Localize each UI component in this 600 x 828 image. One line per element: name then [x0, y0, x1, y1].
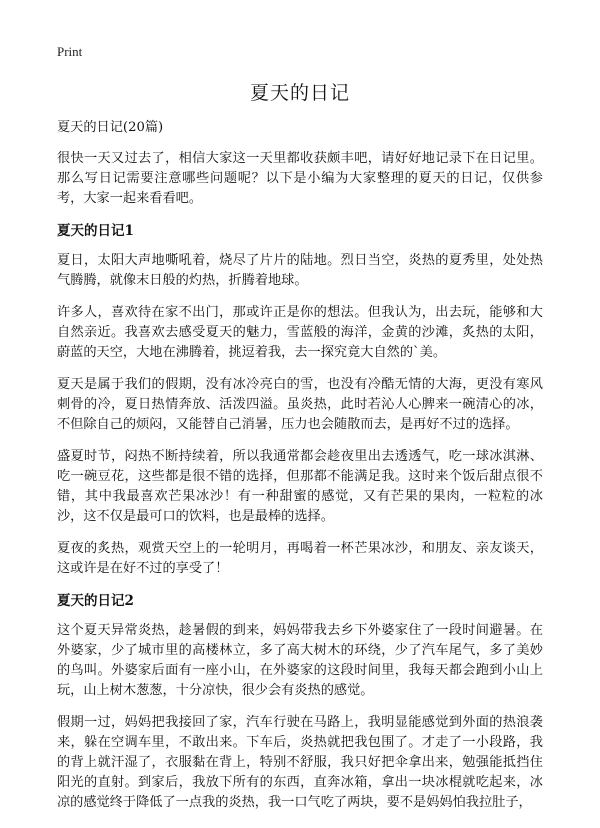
- section-heading: 夏天的日记1: [57, 223, 134, 239]
- intro-paragraph: 很快一天又过去了，相信大家这一天里都收获颇丰吧，请好好地记录下在日记里。那么写日记需要注意哪些问题呢？以下是小编为大家整理的夏天的日记，仅供参考，大家一起来看看吧。: [57, 151, 543, 206]
- paragraph: 夏天是属于我们的假期，没有冰冷亮白的雪，也没有冷酷无情的大海，更没有寒风刺骨的冷，夏日热情奔放、活泼四溢。虽炎热，此时若沁人心脾来一碗清心的冰，不但除自己的烦闷，又能替自己消暑，压力也会随散而去，是再好不过的选择。: [57, 377, 543, 432]
- paragraph: 夏夜的炙热，观赏天空上的一轮明月，再喝着一杯芒果冰沙，和朋友、亲友谈天，这或许是在好不过的享受了！: [57, 541, 543, 576]
- section-heading: 夏天的日记2: [57, 593, 134, 609]
- paragraph: 这个夏天异常炎热，趁暑假的到来，妈妈带我去乡下外婆家住了一段时间避暑。在外婆家，少了城市里的高楼林立，多了高大树木的环绕，少了汽车尾气，多了美妙的鸟叫。外婆家后面有一座小山，在外婆家的这段时间里，我每天都会跑到小山上玩，山上树木葱葱，十分凉快，很少会有炎热的感觉。: [57, 623, 543, 698]
- article-subtitle: 夏天的日记(20篇): [57, 120, 164, 135]
- paragraph: 盛夏时节，闷热不断持续着，所以我通常都会趁夜里出去透透气，吃一球冰淇淋、吃一碗豆花，这些都是很不错的选择，但那都不能满足我。这时来个饭后甜点很不错，其中我最喜欢芒果冰沙！有一种甜蜜的感觉，又有芒果的果肉，一粒粒的冰沙，这不仅是最可口的饮料，也是最棒的选择。: [57, 449, 543, 524]
- paragraph: 夏日，太阳大声地嘶吼着，烧尽了片片的陆地。烈日当空，炎热的夏秀里，处处热气腾腾，就像末日般的灼热，折腾着地球。: [57, 253, 543, 288]
- paragraph: 许多人，喜欢待在家不出门，那或许正是你的想法。但我认为，出去玩，能够和大自然亲近。我喜欢去感受夏天的魅力，雪蓝般的海洋，金黄的沙滩，炙热的太阳，蔚蓝的天空，大地在沸腾着，挑逗着我，去一探究竟大自然的`美。: [57, 305, 543, 360]
- article-body: [57, 118, 543, 825]
- diary-section-2: [57, 591, 543, 813]
- print-link[interactable]: Print: [57, 44, 83, 59]
- diary-section-1: [57, 221, 543, 579]
- page-title: 夏天的日记: [249, 82, 350, 104]
- paragraph: 假期一过，妈妈把我接回了家，汽车行驶在马路上，我明显能感觉到外面的热浪袭来，躲在空调车里，不敢出来。下车后，炎热就把我包围了。才走了一小段路，我的背上就汗湿了，衣服黏在背上，特别不舒服，我只好把伞拿出来，勉强能抵挡住阳光的直射。到家后，我放下所有的东西，直奔冰箱，拿出一块冰棍就吃起来，冰凉的感觉终于降低了一点我的炎热，我一口气吃了两块，要不是妈妈怕我拉肚子，: [57, 715, 543, 810]
